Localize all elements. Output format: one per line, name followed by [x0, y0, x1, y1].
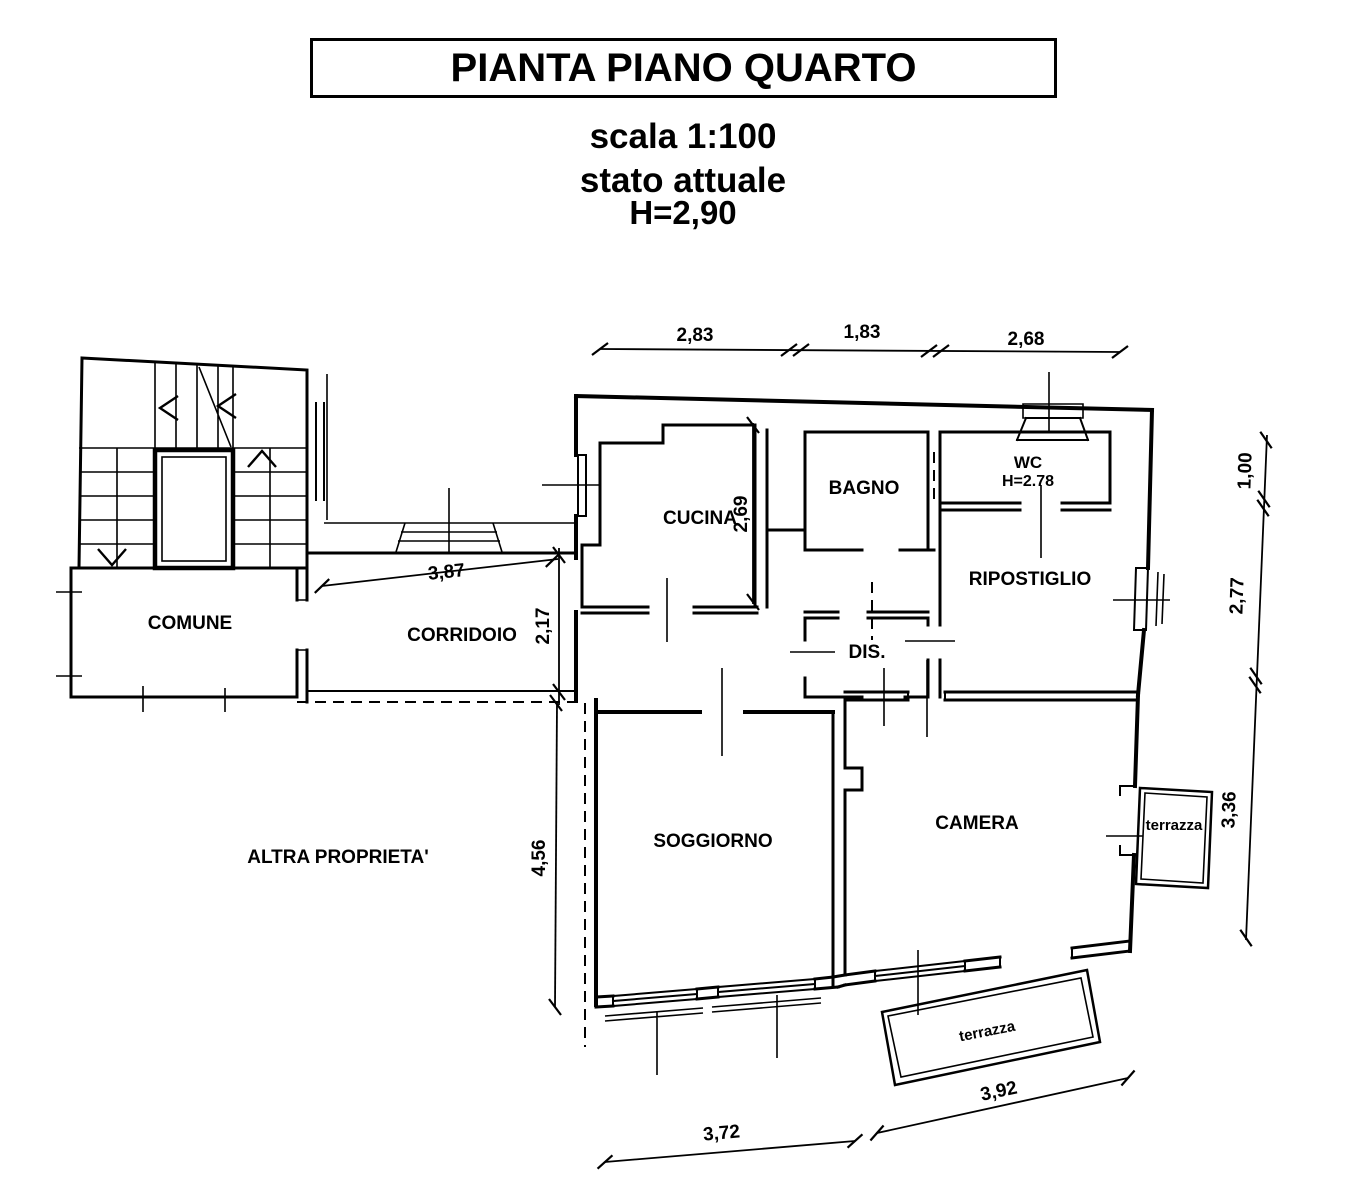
dim-top-3: 2,68	[1007, 329, 1045, 350]
drawing-scale: scala 1:100	[589, 117, 777, 156]
room-partitions	[596, 660, 1138, 977]
room-ripostiglio	[905, 510, 1170, 697]
room-label-wc: WC	[1013, 453, 1043, 472]
room-dis	[790, 612, 928, 726]
dim-cucina-depth: 2,69	[731, 495, 752, 533]
entrance-steps	[324, 485, 600, 552]
dim-corridor-width: 3,87	[426, 560, 466, 585]
window-ripostiglio	[1134, 568, 1148, 630]
room-label-cucina: CUCINA	[663, 508, 737, 529]
drawing-state: stato attuale	[579, 161, 787, 200]
room-label-dis: DIS.	[848, 642, 886, 663]
windows-bottom	[605, 950, 965, 1075]
room-label-terrazza-right: terrazza	[1145, 817, 1203, 834]
stair-arrow-up	[248, 451, 276, 467]
dim-bottom-left: 3,72	[702, 1121, 741, 1146]
dim-top-2: 1,83	[843, 322, 881, 343]
room-label-soggiorno: SOGGIORNO	[653, 831, 773, 852]
floor-height: H=2,90	[629, 194, 737, 231]
stair-arrow-down	[98, 549, 126, 565]
room-label-wc-height: H=2.78	[1001, 473, 1055, 490]
dim-soggiorno-depth: 4,56	[529, 839, 550, 877]
dim-right-3: 3,36	[1218, 790, 1241, 829]
dim-right-1: 1,00	[1234, 451, 1257, 490]
dimension-lines	[313, 343, 1272, 1169]
annotation-altra-proprieta: ALTRA PROPRIETA'	[247, 847, 429, 868]
room-label-corridoio: CORRIDOIO	[407, 625, 517, 646]
drawing-title: PIANTA PIANO QUARTO	[450, 45, 917, 90]
dim-top-1: 2,83	[676, 325, 714, 346]
stairwell-block	[56, 358, 327, 712]
room-label-bagno: BAGNO	[828, 478, 900, 499]
room-bagno	[767, 432, 940, 640]
terrazza-right	[1106, 786, 1212, 888]
room-label-comune: COMUNE	[147, 613, 233, 634]
dim-right-2: 2,77	[1226, 576, 1249, 615]
room-label-camera: CAMERA	[935, 813, 1019, 834]
room-label-terrazza-bottom: terrazza	[957, 1017, 1017, 1046]
dim-corridor-depth: 2,17	[533, 607, 554, 645]
room-label-ripostiglio: RIPOSTIGLIO	[968, 569, 1092, 590]
dim-bottom-right: 3,92	[978, 1077, 1020, 1106]
